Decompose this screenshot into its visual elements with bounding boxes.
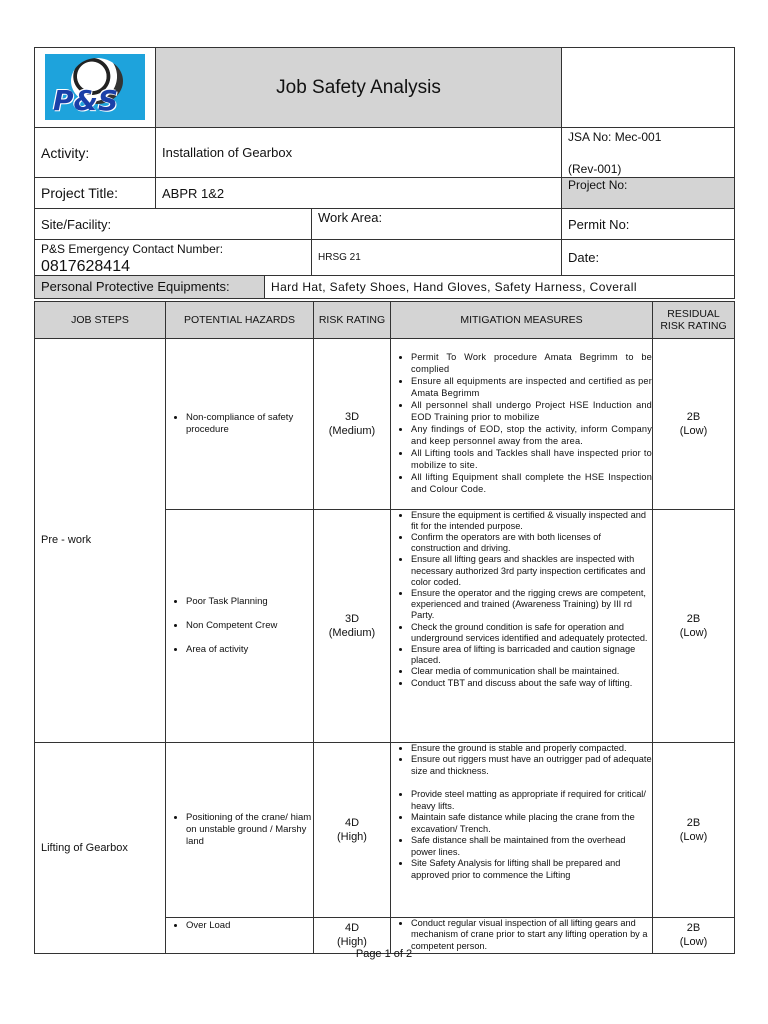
mitigation-list [391, 352, 652, 495]
risk-code: 4D [344, 816, 360, 829]
title-blank-cell [562, 48, 735, 128]
col-residual-line1: RESIDUAL [667, 307, 720, 320]
mitigation-item: • Safe distance shall be maintained from the overhead power lines. [411, 835, 652, 858]
hazard-table [34, 301, 735, 954]
hazard-item: • Non Competent Crew [186, 619, 313, 633]
col-risk-rating: RISK RATING [314, 301, 391, 338]
jsa-number-cell [562, 128, 735, 178]
risk-rating-cell [314, 338, 391, 509]
project-no-label: Project No: [562, 178, 735, 209]
residual-code: 2B [686, 922, 701, 934]
residual-code: 2B [686, 410, 701, 423]
date-label: Date: [562, 240, 735, 276]
emergency-contact-number: 0817628414 [41, 257, 130, 275]
hazard-item: • Poor Task Planning [186, 595, 313, 609]
residual-risk-cell [653, 742, 735, 917]
col-job-steps: JOB STEPS [35, 301, 166, 338]
activity-value: Installation of Gearbox [156, 128, 562, 178]
emergency-contact-cell [35, 240, 312, 276]
mitigation-item: • All personnel shall undergo Project HSE Induction and EOD Training prior to mobilize [411, 400, 652, 423]
project-title-label: Project Title: [35, 178, 156, 209]
project-title-value: ABPR 1&2 [156, 178, 562, 209]
mitigation-item: • Permit To Work procedure Amata Begrimm to be complied [411, 352, 652, 375]
hazard-list [166, 812, 313, 848]
mitigation-item: • Ensure out riggers must have an outrigger pad of adequate size and thickness. [411, 754, 652, 777]
hazard-list [166, 595, 313, 657]
mitigation-item: • Ensure the equipment is certified & visually inspected and fit for the intended purpose. [411, 510, 652, 532]
jsa-number: JSA No: Mec-001 [568, 130, 662, 144]
hazard-cell [166, 509, 314, 742]
page-number: Page 1 of 2 [355, 948, 413, 960]
hazard-cell [166, 338, 314, 509]
mitigation-item: • Confirm the operators are with both licenses of construction and driving. [411, 532, 652, 554]
mitigation-item: • All lifting Equipment shall complete the HSE Inspection and Colour Code. [411, 472, 652, 495]
permit-no-label: Permit No: [562, 209, 735, 240]
risk-code: 3D [344, 410, 360, 423]
risk-level: (Medium) [328, 424, 376, 437]
residual-level: (Low) [679, 936, 708, 948]
ppe-table [34, 276, 735, 299]
risk-level: (Medium) [328, 626, 376, 639]
residual-level: (Low) [679, 424, 708, 437]
hazard-item: • Non-compliance of safety procedure [186, 412, 313, 436]
header-table [34, 47, 735, 276]
hazard-item: • Over Load [186, 920, 313, 932]
table-row [35, 742, 735, 917]
mitigation-item: • Ensure all equipments are inspected and certified as per Amata Begrimm [411, 376, 652, 399]
mitigation-item: • Site Safety Analysis for lifting shall be prepared and approved prior to commence the Lifting [411, 858, 652, 881]
work-area-value: HRSG 21 [312, 240, 562, 276]
col-mitigation-measures: MITIGATION MEASURES [391, 301, 653, 338]
activity-label: Activity: [35, 128, 156, 178]
residual-code: 2B [686, 816, 701, 829]
mitigation-item: • Maintain safe distance while placing the crane from the excavation/ Trench. [411, 812, 652, 835]
hazard-list [166, 920, 313, 932]
risk-level: (High) [337, 830, 367, 843]
residual-level: (Low) [679, 830, 708, 843]
mitigation-item: • Ensure the operator and the rigging crews are competent, experienced and trained (Awareness Training) by III rd Party. [411, 588, 652, 622]
job-step: Pre - work [35, 338, 166, 742]
risk-code: 3D [344, 612, 360, 625]
mitigation-item: • Provide steel matting as appropriate if required for critical/ heavy lifts. [411, 789, 652, 812]
site-facility-label: Site/Facility: [35, 209, 312, 240]
mitigation-item: • Ensure area of lifting is barricaded and caution signage placed. [411, 644, 652, 666]
ppe-label: Personal Protective Equipments: [35, 276, 265, 298]
company-logo [45, 54, 145, 120]
col-potential-hazards: POTENTIAL HAZARDS [166, 301, 314, 338]
hazard-item: • Area of activity [186, 643, 313, 657]
col-residual-line2: RISK RATING [660, 319, 727, 332]
revision: (Rev-001) [568, 162, 622, 176]
residual-risk-cell [653, 509, 735, 742]
risk-level: (High) [337, 936, 367, 948]
jsa-document [34, 47, 734, 954]
hazard-list [166, 412, 313, 436]
mitigation-item: • Ensure the ground is stable and properly compacted. [411, 743, 652, 755]
hazard-item: • Positioning of the crane/ hiam on unstable ground / Marshy land [186, 812, 313, 848]
mitigation-cell [391, 338, 653, 509]
mitigation-item: • Any findings of EOD, stop the activity, inform Company and keep personnel away from the area. [411, 424, 652, 447]
work-area-label: Work Area: [312, 209, 562, 240]
mitigation-cell [391, 509, 653, 742]
hazard-cell [166, 742, 314, 917]
residual-code: 2B [686, 612, 701, 625]
logo-text: P&S [53, 83, 119, 117]
job-step: Lifting of Gearbox [35, 742, 166, 953]
mitigation-item: • Ensure all lifting gears and shackles are inspected with necessary authorized 3rd party inspection certificates and color coded. [411, 554, 652, 588]
mitigation-item: • Check the ground condition is safe for operation and underground services identified and adequately protected. [411, 622, 652, 644]
risk-code: 4D [344, 922, 360, 934]
mitigation-item: • All Lifting tools and Tackles shall have inspected prior to mobilize to site. [411, 448, 652, 471]
logo-cell [35, 48, 156, 128]
emergency-contact-label: P&S Emergency Contact Number: [41, 241, 224, 256]
mitigation-list [391, 918, 652, 953]
ppe-value: Hard Hat, Safety Shoes, Hand Gloves, Safety Harness, Coverall [265, 276, 735, 298]
mitigation-list [391, 743, 652, 882]
col-residual-risk [653, 301, 735, 338]
mitigation-item: • Conduct regular visual inspection of all lifting gears and mechanism of crane prior to start any lifting operation by a competent person. [411, 918, 652, 953]
document-title: Job Safety Analysis [156, 48, 562, 128]
mitigation-cell [391, 742, 653, 917]
table-row [35, 338, 735, 509]
mitigation-item: • Clear media of communication shall be maintained. [411, 666, 652, 677]
risk-rating-cell [314, 742, 391, 917]
residual-risk-cell [653, 338, 735, 509]
residual-level: (Low) [679, 626, 708, 639]
risk-rating-cell [314, 509, 391, 742]
mitigation-list [391, 510, 652, 689]
mitigation-item: • Conduct TBT and discuss about the safe way of lifting. [411, 678, 652, 689]
